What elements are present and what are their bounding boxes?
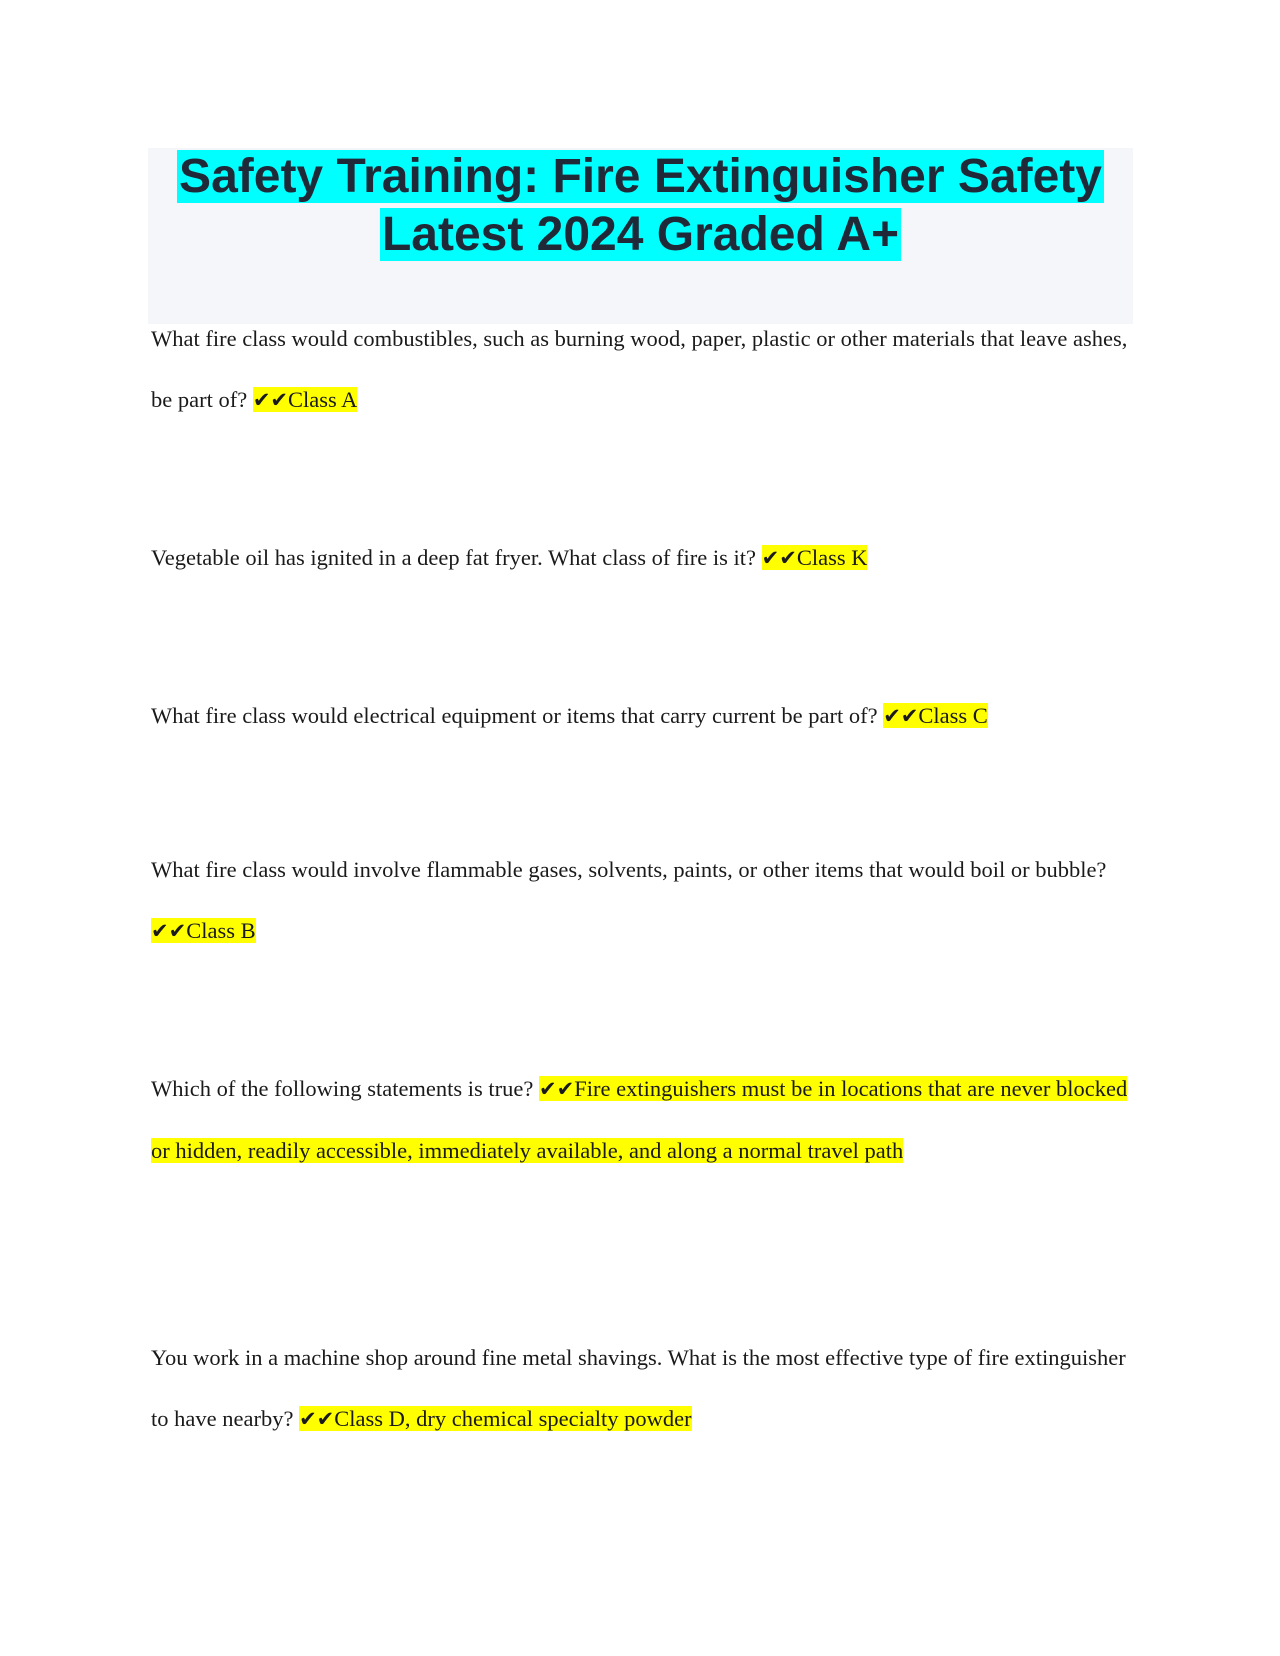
question-text: What fire class would involve flammable gases, solvents, paints, or other items that would boil or bubble? bbox=[151, 857, 1107, 882]
question-text: Which of the following statements is true? bbox=[151, 1076, 540, 1101]
document-title bbox=[148, 148, 1133, 264]
answer-text: Class D, dry chemical specialty powder bbox=[334, 1406, 692, 1431]
question-text: What fire class would electrical equipment or items that carry current be part of? bbox=[151, 703, 884, 728]
answer-text: Fire extinguishers must be in locations that are never blocked or hidden, readily accessible, immediately available, and along a normal travel path bbox=[151, 1076, 1128, 1163]
answer-highlight bbox=[883, 703, 988, 728]
qa-item-1 bbox=[151, 308, 1131, 431]
answer-text: Class C bbox=[918, 703, 988, 728]
answer-highlight bbox=[299, 1406, 692, 1431]
check-mark-icon: ✔✔ bbox=[883, 704, 919, 728]
question-text: Vegetable oil has ignited in a deep fat fryer. What class of fire is it? bbox=[151, 545, 762, 570]
title-block bbox=[148, 148, 1133, 324]
check-mark-icon: ✔✔ bbox=[761, 546, 797, 570]
answer-highlight bbox=[151, 918, 256, 943]
qa-item-4 bbox=[151, 839, 1131, 962]
qa-item-6 bbox=[151, 1327, 1131, 1450]
answer-highlight bbox=[253, 387, 358, 412]
qa-item-5 bbox=[151, 1058, 1131, 1181]
question-text: You work in a machine shop around fine metal shavings. What is the most effective type of fire extinguisher to have nearby? bbox=[151, 1345, 1126, 1431]
check-mark-icon: ✔✔ bbox=[539, 1077, 575, 1101]
check-mark-icon: ✔✔ bbox=[252, 388, 289, 412]
answer-text: Class B bbox=[186, 918, 256, 943]
qa-item-2 bbox=[151, 527, 1131, 589]
check-mark-icon: ✔✔ bbox=[151, 919, 187, 943]
question-text: What fire class would combustibles, such as burning wood, paper, plastic or other materials that leave ashes, be part of? bbox=[151, 326, 1128, 412]
check-mark-icon: ✔✔ bbox=[299, 1407, 335, 1431]
qa-item-3 bbox=[151, 685, 1131, 747]
answer-highlight bbox=[762, 545, 868, 570]
title-line-1: Safety Training: Fire Extinguisher Safety bbox=[179, 150, 1102, 203]
title-line-2: Latest 2024 Graded A+ bbox=[381, 208, 900, 261]
answer-text: Class A bbox=[288, 387, 358, 412]
answer-text: Class K bbox=[796, 545, 868, 570]
